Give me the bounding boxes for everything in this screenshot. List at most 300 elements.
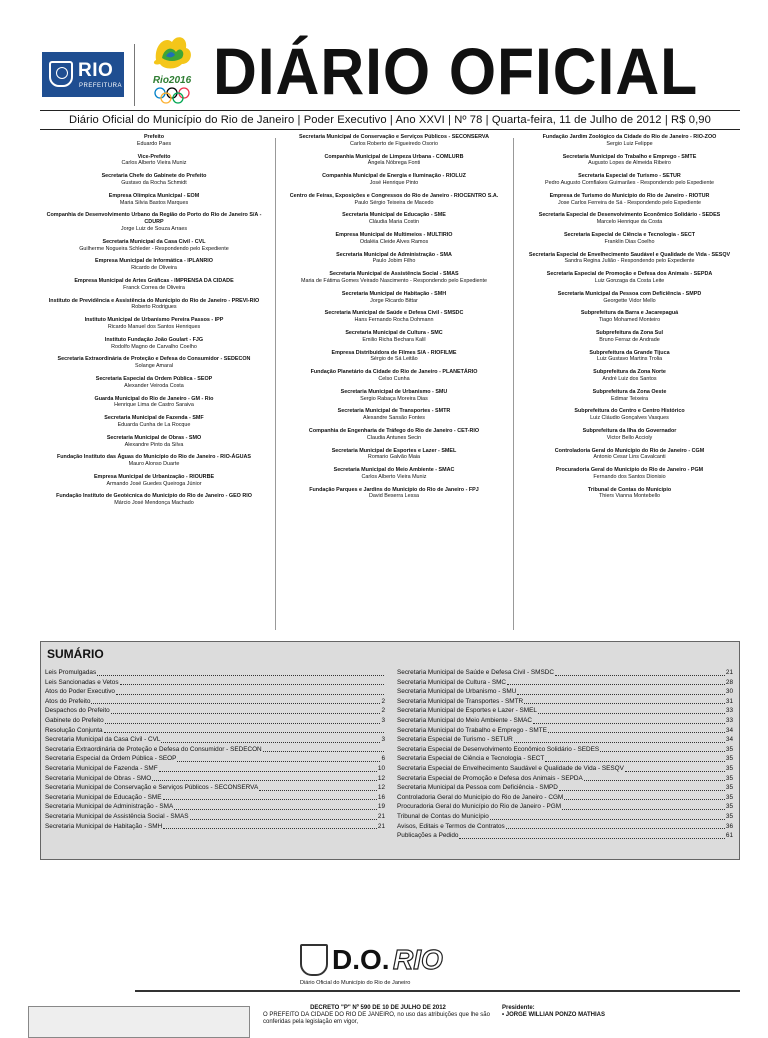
directory-entry-person: Romario Galvão Maia — [367, 454, 421, 461]
sumario-row-label: Procuradoria Geral do Município do Rio de Janeiro - PGM — [397, 803, 562, 811]
directory-entry-person: Sergio Luiz Felippe — [606, 140, 653, 147]
directory-entry-person: Paulo Sérgio Teixeira de Macedo — [354, 199, 434, 206]
directory-entry-person: Edimar Teixeira — [610, 395, 649, 402]
directory-entry-organization: Secretaria Municipal de Urbanismo - SMU — [340, 388, 448, 395]
sumario-row-page: 31 — [725, 697, 733, 705]
sumario-row-label: Secretaria Municipal de Transportes - SMTR — [397, 697, 524, 705]
directory-entry-person: Bruno Ferraz de Andrade — [599, 336, 660, 343]
sumario-row-leader-dots — [111, 712, 381, 714]
directory-entry-organization: Empresa Municipal de Artes Gráficas - IMPRENSA DA CIDADE — [74, 277, 234, 284]
sumario-row-leader-dots — [105, 722, 381, 724]
sumario-row-leader-dots — [163, 798, 377, 800]
directory-entry-organization: Subprefeitura da Zona Norte — [593, 369, 666, 376]
sumario-row[interactable] — [45, 774, 385, 784]
sumario-row[interactable] — [397, 764, 733, 774]
directory-entry-person: Alexandre Sansão Fontes — [362, 415, 426, 422]
decreto-title: DECRETO "P" Nº 590 DE 10 DE JULHO DE 2012 — [310, 1005, 446, 1011]
sumario-row-page: 6 — [381, 755, 385, 763]
directory-entry-person: Carlos Alberto Vieira Muniz — [361, 473, 427, 480]
sumario-row[interactable] — [45, 697, 385, 707]
sumario-row-page: 16 — [377, 793, 385, 801]
directory-entry — [519, 369, 740, 383]
sumario-row-page: 33 — [725, 707, 733, 715]
page-title: DIÁRIO OFICIAL — [213, 34, 699, 108]
directory-entry-person: Paulo Jobim Filho — [372, 258, 416, 265]
directory-entry — [280, 271, 508, 285]
edition-subtitle: Diário Oficial do Município do Rio de Janeiro | Poder Executivo | Ano XXVI | Nº 78 | Quarta-feira, 11 de Julho de 2012 | R$ 0,90 — [69, 114, 711, 126]
sumario-row-label: Secretaria Municipal da Casa Civil - CVL — [45, 736, 161, 744]
sumario-row-leader-dots — [545, 760, 725, 762]
sumario-row-leader-dots — [459, 837, 724, 839]
footer-rule — [135, 990, 740, 992]
sumario-row-page: 61 — [725, 832, 733, 840]
directory-entry — [519, 232, 740, 246]
directory-entry-person: Celso Cunha — [378, 375, 410, 382]
directory-entry-organization: Secretaria Chefe do Gabinete do Prefeito — [101, 173, 207, 180]
sumario-row-page: 21 — [377, 812, 385, 820]
sumario-row-leader-dots — [190, 818, 377, 820]
directory-entry-organization: Controladoria Geral do Município do Rio de Janeiro - CGM — [554, 447, 705, 454]
sumario-row-page: 35 — [725, 764, 733, 772]
sumario-row[interactable] — [45, 754, 385, 764]
sumario-row-label: Secretaria Municipal de Saúde e Defesa Civil - SMSDC — [397, 669, 554, 676]
sumario-row-page: 35 — [725, 803, 733, 811]
directory-entry — [40, 173, 268, 187]
directory-entry — [280, 193, 508, 207]
city-emblem-icon — [49, 61, 73, 87]
sumario-row-label: Secretaria Municipal da Pessoa com Deficiência - SMPD — [397, 784, 558, 792]
directory-entry-organization: Fundação Jardim Zoológico da Cidade do Rio de Janeiro - RIO-ZOO — [542, 134, 717, 140]
directory-entry — [40, 356, 268, 370]
sumario-row[interactable] — [397, 774, 733, 784]
directory-entry-organization: Secretaria Municipal de Assistência Social - SMAS — [329, 271, 459, 278]
directory-entry-person: Armando José Guedes Queiroga Júnior — [106, 480, 202, 487]
sumario-row[interactable] — [397, 802, 733, 812]
sumario-row[interactable] — [397, 735, 733, 745]
directory-entry — [40, 212, 268, 232]
directory-entry-person: Jose Carlos Ferreira de Sá - Respondendo pelo Expediente — [558, 199, 701, 206]
directory-entry-person: Luiz Gonzaga da Costa Leite — [594, 277, 665, 284]
directory-entry — [280, 252, 508, 266]
directory-entry-organization: Fundação Instituto das Águas do Município do Rio de Janeiro - RIO-ÁGUAS — [56, 454, 252, 461]
sumario-row-label: Gabinete do Prefeito — [45, 716, 104, 724]
sumario-row[interactable] — [45, 745, 385, 755]
directory-entry — [280, 369, 508, 383]
directory-entry-person: Georgette Vidor Mello — [603, 297, 656, 304]
directory-entry-person: Odaléia Cleide Alves Ramos — [359, 238, 429, 245]
sumario-row-label: Secretaria Municipal de Obras - SMO — [45, 774, 152, 782]
presidente-name: • JORGE WILLIAN PONZO MATHIAS — [502, 1012, 605, 1018]
directory-entry-person: Fernando dos Santos Dionisio — [593, 473, 666, 480]
directory-entry-person: Franck Correa de Oliveira — [123, 284, 185, 291]
directory-entry — [40, 454, 268, 468]
sumario-row-leader-dots — [120, 683, 384, 685]
sumario-row-label: Publicações a Pedido — [397, 832, 459, 840]
directory-entry-organization: Secretaria Municipal de Transportes - SMTR — [337, 408, 451, 415]
directory-entry-person: Maria Silvia Bastos Marques — [119, 199, 189, 206]
sumario-row-label: Leis Promulgadas — [45, 669, 97, 676]
directory-entry — [40, 376, 268, 390]
sumario-row[interactable] — [397, 812, 733, 822]
do-logo-text: D.O. — [332, 944, 390, 975]
directory-entry-organization: Secretaria Municipal da Pessoa com Deficiência - SMPD — [557, 290, 702, 297]
rio2016-text: Rio2016 — [152, 75, 192, 86]
directory-entry-organization: Procuradoria Geral do Município do Rio de Janeiro - PGM — [555, 467, 704, 474]
sumario-row[interactable] — [397, 678, 733, 688]
sumario-row-leader-dots — [524, 702, 725, 704]
sumario-row-leader-dots — [562, 808, 725, 810]
sumario-row[interactable] — [45, 735, 385, 745]
directory-entry-person: Eduarda Cunha de La Rocque — [117, 421, 191, 428]
directory-entry — [280, 232, 508, 246]
sumario-row-page: 35 — [725, 755, 733, 763]
sumario-row-leader-dots — [116, 693, 384, 695]
sumario-row[interactable] — [45, 678, 385, 688]
sumario-row[interactable] — [45, 764, 385, 774]
sumario-row-page: 10 — [377, 764, 385, 772]
sumario-row[interactable] — [45, 812, 385, 822]
sumario-row[interactable] — [45, 668, 385, 678]
sumario-row-label: Secretaria Especial de Promoção e Defesa dos Animais - SEPDA — [397, 774, 583, 782]
directory-entry-person: Sandra Regina Julião - Respondendo pelo Expediente — [564, 258, 695, 265]
directory-entry-organization: Vice-Prefeito — [137, 153, 171, 160]
sumario-row-page: 35 — [725, 784, 733, 792]
directory-entry-organization: Subprefeitura do Centro e Centro Histórico — [574, 408, 685, 415]
sumario-row-label: Controladoria Geral do Município do Rio de Janeiro - CGM — [397, 793, 564, 801]
directory-entry-person: Ângela Nóbrega Fonti — [367, 160, 421, 167]
directory-entry-organization: Secretaria Municipal de Fazenda - SMF — [104, 415, 204, 422]
presidente-label: Presidente: — [502, 1005, 535, 1011]
directory-entry-organization: Instituto de Previdência e Assistência do Município do Rio de Janeiro - PREVI-RIO — [48, 297, 260, 304]
directory-entry-person: Carlos Alberto Vieira Muniz — [121, 160, 187, 167]
rio-logo-text: RIO — [78, 60, 114, 81]
directory-entry-person: David Beserra Lessa — [368, 493, 420, 500]
directory-entry-person: Sergio Rabaça Moreira Dias — [360, 395, 428, 402]
sumario-row-page: 2 — [381, 697, 385, 705]
sumario-title: SUMÁRIO — [47, 647, 104, 661]
directory-entry-person: Alexandre Pinto da Silva — [124, 441, 184, 448]
directory-entry — [40, 317, 268, 331]
sumario-row-label: Secretaria Municipal de Fazenda - SMF — [45, 764, 158, 772]
rio-logo-outline-text: RIO — [393, 944, 443, 975]
directory-entry-organization: Tribunal de Contas do Município — [587, 486, 672, 493]
city-emblem-icon — [300, 944, 328, 976]
sumario-row-page: 12 — [377, 774, 385, 782]
directory-entry — [280, 291, 508, 305]
directory-entry-person: André Luiz dos Santos — [602, 375, 657, 382]
directory-entry — [40, 278, 268, 292]
sumario-row[interactable] — [45, 687, 385, 697]
directory-entry-organization: Empresa Municipal de Multimeios - MULTIRIO — [335, 231, 453, 238]
sumario-row[interactable] — [45, 793, 385, 803]
sumario-row-page: 35 — [725, 793, 733, 801]
directory-entry — [519, 134, 740, 148]
directory-entry — [519, 154, 740, 168]
directory-entry-organization: Instituto Fundação João Goulart - FJG — [104, 336, 204, 343]
directory-entry-person: Jorge Luiz de Souza Arraes — [120, 225, 188, 232]
directory-entry-organization: Fundação Instituto de Geotécnica do Município do Rio de Janeiro - GEO RIO — [56, 493, 252, 500]
do-rio-logo — [300, 942, 460, 990]
sumario-row-leader-dots — [507, 683, 725, 685]
sumario-row[interactable] — [45, 726, 385, 736]
directory-entry — [40, 396, 268, 410]
sumario-left-column — [45, 668, 385, 831]
sumario-row[interactable] — [397, 726, 733, 736]
sumario-row-leader-dots — [91, 702, 380, 704]
directory-entry-organization: Secretaria Extraordinária de Proteção e Defesa do Consumidor - SEDECON — [57, 356, 251, 363]
directory-entry — [280, 134, 508, 148]
presidente-block — [502, 1005, 740, 1019]
directory-entry-person: Roberto Rodrigues — [131, 304, 177, 311]
sumario-row-page: 35 — [725, 774, 733, 782]
sumario-row-page: 3 — [381, 716, 385, 724]
directory-entry-organization: Companhia de Engenharia de Tráfego do Rio de Janeiro - CET-RIO — [308, 427, 480, 434]
sumario-row[interactable] — [45, 802, 385, 812]
gray-info-box — [28, 1006, 250, 1038]
directory-entry-organization: Empresa Municipal de Urbanização - RIOURBE — [93, 473, 215, 480]
directory-entry-organization: Secretaria Municipal de Conservação e Serviços Públicos - SECONSERVA — [298, 134, 490, 140]
directory-entry — [40, 298, 268, 312]
directory-entry-organization: Empresa Olímpica Municipal - EOM — [108, 192, 200, 199]
directory-entry-organization: Subprefeitura da Ilha do Governador — [582, 427, 677, 434]
sumario-row-page: 12 — [377, 784, 385, 792]
sumario-row[interactable] — [397, 706, 733, 716]
sumario-row-leader-dots — [259, 789, 377, 791]
directory-entry-person: Franklin Dias Coelho — [604, 238, 655, 245]
directory-entry — [280, 330, 508, 344]
directory-column-3 — [519, 134, 740, 506]
directory-entry — [40, 435, 268, 449]
directory-entry — [519, 408, 740, 422]
sumario-row[interactable] — [397, 687, 733, 697]
do-logo-caption: Diário Oficial do Município do Rio de Janeiro — [300, 980, 411, 986]
directory-entry-person: Tiago Mohamed Monteiro — [598, 317, 661, 324]
directory-entry-organization: Instituto Municipal de Urbanismo Pereira Passos - IPP — [84, 317, 224, 324]
directory-entry-person: Antonio Cesar Lins Cavalcanti — [593, 454, 666, 461]
sumario-row-label: Leis Sancionadas e Vetos — [45, 678, 119, 686]
sumario-row-label: Secretaria Municipal de Assistência Social - SMAS — [45, 812, 189, 820]
directory-entry — [280, 212, 508, 226]
directory-entry-person: Maria de Fátima Gomes Veirado Nascimento - Respondendo pelo Expediente — [300, 277, 488, 284]
directory-entry — [280, 467, 508, 481]
sumario-row-label: Secretaria Municipal do Meio Ambiente - SMAC — [397, 716, 532, 724]
sumario-row[interactable] — [45, 783, 385, 793]
directory-entry-organization: Secretaria Municipal de Habitação - SMH — [341, 290, 447, 297]
directory-entry — [40, 474, 268, 488]
sumario-row[interactable] — [45, 716, 385, 726]
sumario-row-page: 21 — [377, 822, 385, 830]
directory-entry — [519, 212, 740, 226]
sumario-row-label: Secretaria Especial de Desenvolvimento Econômico Solidário - SEDES — [397, 745, 600, 753]
directory-entry-organization: Guarda Municipal do Rio de Janeiro - GM - Rio — [94, 395, 214, 402]
directory-entry-person: Jorge Ricardo Bittar — [370, 297, 418, 304]
directory-entry-organization: Subprefeitura da Zona Oeste — [592, 388, 667, 395]
directory-entry-person: Claudia Antunes Secin — [366, 434, 422, 441]
directory-entry — [519, 271, 740, 285]
directory-entry — [40, 337, 268, 351]
directory-entry-organization: Companhia Municipal de Energia e Iluminação - RIOLUZ — [322, 173, 466, 180]
column-divider — [275, 138, 276, 630]
sumario-row-leader-dots — [533, 722, 725, 724]
directory-entry-person: Thiers Vianna Montebello — [598, 493, 661, 500]
directory-entry — [519, 448, 740, 462]
sumario-row-label: Despachos do Prefeito — [45, 707, 110, 715]
directory-entry — [280, 487, 508, 501]
directory-entry-organization: Secretaria Especial de Turismo - SETUR — [578, 173, 681, 180]
directory-entry-person: Hans Fernando Rocha Dohmann — [354, 317, 434, 324]
sumario-row-label: Secretaria Municipal do Trabalho e Emprego - SMTE — [397, 726, 547, 734]
sumario-row[interactable] — [397, 754, 733, 764]
directory-entry — [519, 173, 740, 187]
directory-entry — [280, 154, 508, 168]
sumario-row-label: Secretaria Especial da Ordem Pública - SEOP — [45, 755, 177, 763]
sumario-row[interactable] — [397, 668, 733, 678]
sumario-row-page: 21 — [725, 669, 733, 676]
sumario-row-page: 19 — [377, 803, 385, 811]
sumario-row-label: Secretaria Municipal de Habitação - SMH — [45, 822, 163, 830]
directory-entry-person: Márcio José Mendonça Machado — [114, 500, 194, 507]
directory-entry-person: Ricardo de Oliveira — [131, 265, 177, 272]
sumario-row-label: Atos do Prefeito — [45, 697, 91, 705]
directory-entry-person: Augusto Lopes de Almeida Ribeiro — [588, 160, 671, 167]
sumario-row[interactable] — [45, 822, 385, 832]
directory-entry-organization: Secretaria Municipal de Cultura - SMC — [345, 329, 443, 336]
sumario-box — [40, 641, 740, 860]
directory-entry — [280, 173, 508, 187]
directory-entry-person: Guilherme Nogueira Schleder - Respondendo pelo Expediente — [79, 245, 229, 252]
directory-entry — [40, 154, 268, 168]
sumario-row[interactable] — [397, 831, 733, 841]
decreto-block — [263, 1005, 493, 1026]
directory-entry-person: Marcelo Henrique da Costa — [596, 219, 663, 226]
sumario-row-leader-dots — [538, 712, 725, 714]
directory-entry — [519, 330, 740, 344]
sumario-row-page: 36 — [725, 822, 733, 830]
sumario-row-leader-dots — [263, 750, 384, 752]
directory-entry-organization: Secretaria Municipal de Saúde e Defesa Civil - SMSDC — [324, 310, 464, 317]
sumario-row[interactable] — [397, 783, 733, 793]
directory-entry — [519, 193, 740, 207]
sumario-row-label: Secretaria Municipal de Educação - SME — [45, 793, 162, 801]
sumario-row-page: 28 — [725, 678, 733, 686]
directory-entry-person: Emilio Richa Bechara Kalil — [362, 336, 426, 343]
sumario-row-label: Secretaria Especial de Turismo - SETUR — [397, 736, 513, 744]
sumario-row-label: Secretaria Especial de Ciência e Tecnologia - SECT — [397, 755, 545, 763]
directory-entry-organization: Empresa de Turismo do Município do Rio de Janeiro - RIOTUR — [549, 192, 710, 199]
officials-directory — [40, 134, 740, 634]
directory-entry-person: Alexander Veiroda Costa — [124, 382, 184, 389]
sumario-row-leader-dots — [517, 693, 725, 695]
directory-entry — [280, 350, 508, 364]
directory-entry-person: Luiz Cláudio Gonçalves Vasques — [590, 415, 669, 422]
rio-logo-subtext: PREFEITURA — [79, 83, 123, 89]
directory-entry-person: José Henrique Pinto — [369, 179, 419, 186]
sumario-row-label: Secretaria Municipal de Cultura - SMC — [397, 678, 507, 686]
directory-entry-organization: Fundação Parques e Jardins do Município do Rio de Janeiro - FPJ — [309, 486, 479, 493]
directory-entry-organization: Prefeito — [143, 134, 165, 140]
directory-entry-organization: Companhia Municipal de Limpeza Urbana - COMLURB — [324, 153, 464, 160]
sumario-row[interactable] — [397, 716, 733, 726]
directory-entry-person: Eduardo Paes — [136, 140, 172, 147]
directory-entry — [519, 428, 740, 442]
directory-entry-organization: Secretaria Especial de Promoção e Defesa dos Animais - SEPDA — [546, 271, 713, 278]
sumario-row-leader-dots — [625, 770, 725, 772]
sumario-row-leader-dots — [584, 779, 725, 781]
sumario-row-label: Resolução Conjunta — [45, 726, 103, 734]
sumario-row[interactable] — [45, 706, 385, 716]
directory-entry-organization: Subprefeitura da Grande Tijuca — [589, 349, 670, 356]
sumario-row[interactable] — [397, 822, 733, 832]
sumario-row-leader-dots — [97, 674, 384, 676]
logo-divider — [134, 44, 135, 106]
decreto-body: O PREFEITO DA CIDADE DO RIO DE JANEIRO, no uso das atribuições que lhe são conferidas pela legislação em vigor, — [263, 1012, 490, 1025]
directory-entry — [40, 134, 268, 148]
directory-entry-person: Mauro Alonso Duarte — [128, 461, 180, 468]
sumario-row-label: Secretaria Municipal de Conservação e Serviços Públicos - SECONSERVA — [45, 784, 259, 792]
sumario-row-page: 3 — [381, 736, 385, 744]
directory-entry-organization: Secretaria Especial da Ordem Pública - SEOP — [95, 375, 213, 382]
directory-entry-person: Gustavo da Rocha Schmidt — [121, 179, 187, 186]
sumario-row[interactable] — [397, 793, 733, 803]
sumario-row-leader-dots — [548, 731, 725, 733]
sumario-row-page: 35 — [725, 812, 733, 820]
directory-entry-organization: Subprefeitura da Barra e Jacarepaguá — [580, 310, 679, 317]
directory-entry — [40, 193, 268, 207]
sumario-row-page: 2 — [381, 707, 385, 715]
directory-entry-person: Pedro Augusto Cornflakes Guimarães - Respondendo pelo Expediente — [544, 179, 714, 186]
directory-entry-organization: Empresa Distribuidora de Filmes S/A - RIOFILME — [331, 349, 457, 356]
sumario-row-leader-dots — [600, 750, 725, 752]
sumario-row-label: Secretaria Municipal de Urbanismo - SMU — [397, 688, 517, 696]
directory-entry-organization: Secretaria Municipal de Obras - SMO — [106, 434, 202, 441]
sumario-row-label: Atos do Poder Executivo — [45, 688, 115, 696]
directory-entry-person: Ricardo Manuel dos Santos Henriques — [107, 323, 201, 330]
directory-entry — [519, 310, 740, 324]
sumario-row-label: Secretaria Municipal de Esportes e Lazer - SMEL — [397, 707, 537, 715]
directory-entry-organization: Fundação Planetário da Cidade do Rio de Janeiro - PLANETÁRIO — [310, 369, 478, 376]
header-rule-top — [40, 110, 740, 111]
sumario-row-leader-dots — [506, 827, 725, 829]
directory-entry-person: Carlos Roberto de Figueiredo Osorio — [349, 140, 439, 147]
rio-prefeitura-logo — [42, 52, 124, 97]
directory-column-1 — [40, 134, 268, 513]
sumario-row-page: 30 — [725, 688, 733, 696]
directory-entry — [519, 389, 740, 403]
sumario-row[interactable] — [397, 745, 733, 755]
sumario-row-label: Secretaria Especial de Envelhecimento Saudável e Qualidade de Vida - SESQV — [397, 764, 624, 772]
sumario-row-label: Tribunal de Contas do Município — [397, 812, 489, 820]
directory-entry-organization: Secretaria Municipal de Esportes e Lazer - SMEL — [331, 447, 457, 454]
directory-entry-person: Sérgio de Sá Leitão — [370, 356, 418, 363]
directory-entry-organization: Centro de Feiras, Exposições e Congressos do Rio de Janeiro - RIOCENTRO S.A. — [289, 192, 499, 199]
directory-entry — [40, 415, 268, 429]
directory-entry — [280, 310, 508, 324]
olympic-rings-icon — [155, 88, 189, 103]
directory-entry — [519, 350, 740, 364]
sumario-row-label: Secretaria Extraordinária de Proteção e Defesa do Consumidor - SEDECON — [45, 745, 262, 753]
directory-entry-organization: Secretaria Municipal da Casa Civil - CVL — [102, 238, 206, 245]
directory-entry-organization: Secretaria Municipal do Meio Ambiente - SMAC — [333, 467, 455, 474]
directory-entry-person: Henrique Lima de Castro Saraiva — [114, 402, 194, 409]
directory-entry-organization: Secretaria Municipal de Educação - SME — [342, 212, 446, 219]
sumario-row-page: 34 — [725, 726, 733, 734]
directory-entry-organization: Companhia de Desenvolvimento Urbano da Região do Porto do Rio de Janeiro S/A - CDURP — [46, 212, 262, 226]
directory-entry-person: Cláudia Maria Costin — [368, 219, 420, 226]
header-rule-bottom — [40, 129, 740, 130]
directory-entry — [40, 258, 268, 272]
sumario-row-page: 35 — [725, 745, 733, 753]
sumario-row[interactable] — [397, 697, 733, 707]
